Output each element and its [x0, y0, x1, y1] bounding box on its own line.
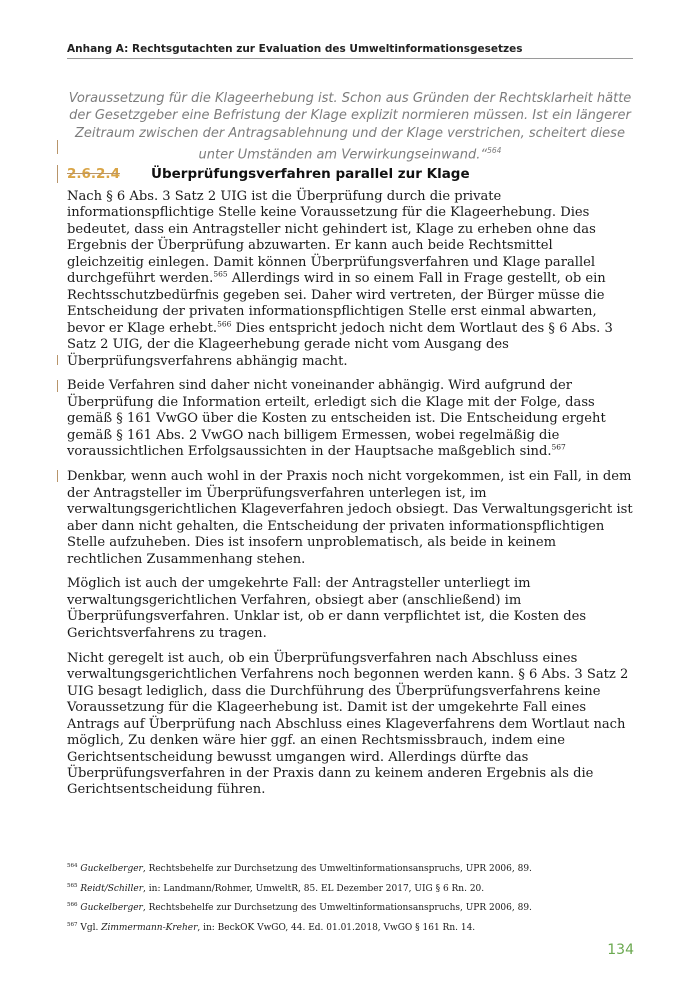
- change-bar: [57, 355, 58, 365]
- footnotes: [67, 860, 633, 938]
- block-quote: [67, 90, 633, 164]
- section-number: 2.6.2.4: [67, 166, 120, 182]
- paragraph: Beide Verfahren sind daher nicht voneinander abhängig. Wird aufgrund der Überprüfung die Information erteilt, erledigt sich die Klage mit der Folge, dass gemäß § 161 VwGO über die Kosten zu entscheiden ist. Die Entscheidung ergeht gemäß § 161 Abs. 2 VwGO nach billigem Ermessen, wobei regelmäßig die voraussichtlichen Erfolgsaussichten in der Hauptsache maßgeblich sind.$^{567}$: [67, 378, 606, 460]
- header-rule: [67, 58, 633, 59]
- section-heading: [67, 166, 633, 182]
- footnote-567: $^{567}$ Vgl. Zimmermann-Kreher, in: BeckOK VwGO, 44. Ed. 01.01.2018, VwGO § 161 Rn. 14.: [67, 921, 476, 933]
- paragraph: Möglich ist auch der umgekehrte Fall: der Antragsteller unterliegt im verwaltungsgerichtlichen Verfahren, obsiegt aber (anschließend) im Überprüfungsverfahren. Unklar ist, ob er dann verpflichtet ist, die Kosten des Gerichtsverfahrens zu tragen.: [67, 576, 587, 641]
- footnote-564: $^{564}$ Guckelberger, Rechtsbehelfe zur Durchsetzung des Umweltinformationsanspruchs, UPR 2006, 89.: [67, 863, 532, 874]
- page-number: 134: [607, 942, 634, 958]
- paragraph: Nach § 6 Abs. 3 Satz 2 UIG ist die Überprüfung durch die private informationspflichtige Stelle keine Voraussetzung für die Klageerhebung. Dies bedeutet, dass ein Antragsteller nicht gehindert ist, Klage zu erheben ohne das Ergebnis der Überprüfung abzuwarten. Er kann auch beide Rechtsmittel gleichzeitig einlegen. Damit können Überprüfungsverfahren und Klage parallel durchgeführt werden.$^{565}$ Allerdings wird in so einem Fall in Frage gestellt, ob ein Rechtsschutzbedürfnis gegeben sei. Daher wird vertreten, der Bürger müsse die Entscheidung der privaten informationspflichtigen Stelle erst einmal abwarten, bevor er Klage erhebt.$^{566}$ Dies entspricht jedoch nicht dem Wortlaut des § 6 Abs. 3 Satz 2 UIG, der die Klageerhebung gerade nicht vom Ausgang des Überprüfungsverfahrens abhängig macht.: [67, 189, 613, 369]
- footnote-ref-565[interactable]: 565: [213, 269, 228, 279]
- change-bar: [57, 470, 58, 482]
- change-bar: [57, 165, 58, 183]
- footnote-565: $^{565}$ Reidt/Schiller, in: Landmann/Rohmer, UmweltR, 85. EL Dezember 2017, UIG § 6 Rn. 20.: [67, 882, 485, 894]
- paragraph: Nicht geregelt ist auch, ob ein Überprüfungsverfahren nach Abschluss eines verwaltungsgerichtlichen Verfahrens noch begonnen werden kann. § 6 Abs. 3 Satz 2 UIG besagt lediglich, dass die Durchführung des Überprüfungsverfahrens keine Voraussetzung für die Klageerhebung ist. Damit ist der umgekehrte Fall eines Antrags auf Überprüfung nach Abschluss eines Klageverfahrens dem Wortlaut nach möglich, Zu denken wäre hier ggf. an einen Rechtsmissbrauch, indem eine Gerichtsentscheidung bewusst umgangen wird. Allerdings dürfte das Überprüfungsverfahren in der Praxis dann zu keinem anderen Ergebnis als die Gerichtsentscheidung führen.: [67, 650, 629, 798]
- section-title: Überprüfungsverfahren parallel zur Klage: [151, 166, 470, 182]
- footnote-ref-566[interactable]: 566: [217, 319, 232, 329]
- quote-text: Voraussetzung für die Klageerhebung ist. Schon aus Gründen der Rechtsklarheit hätte der Gesetzgeber eine Befristung der Klage explizit normieren müssen. Ist ein längerer Zeitraum zwischen der Antragsablehnung und der Klage verstrichen, scheitert diese unter Umständen am Verwirkungseinwand.“: [68, 91, 632, 163]
- change-bar: [57, 140, 58, 154]
- footnote-ref-564: 564: [487, 145, 502, 155]
- change-bar: [57, 380, 58, 392]
- body-text: [67, 189, 633, 807]
- paragraph: Denkbar, wenn auch wohl in der Praxis noch nicht vorgekommen, ist ein Fall, in dem der Antragsteller im Überprüfungsverfahren unterlegen ist, im verwaltungsgerichtlichen Klageverfahren jedoch obsiegt. Das Verwaltungsgericht ist aber dann nicht gehalten, die Entscheidung der privaten informationspflichtigen Stelle aufzuheben. Dies ist insofern unproblematisch, als beide in keinem rechtlichen Zusammenhang stehen.: [67, 469, 633, 567]
- footnote-566: $^{566}$ Guckelberger, Rechtsbehelfe zur Durchsetzung des Umweltinformationsanspruchs, UPR 2006, 89.: [67, 902, 532, 913]
- running-header: Anhang A: Rechtsgutachten zur Evaluation des Umweltinformationsgesetzes: [67, 43, 523, 55]
- footnote-ref-567[interactable]: 567: [551, 442, 566, 452]
